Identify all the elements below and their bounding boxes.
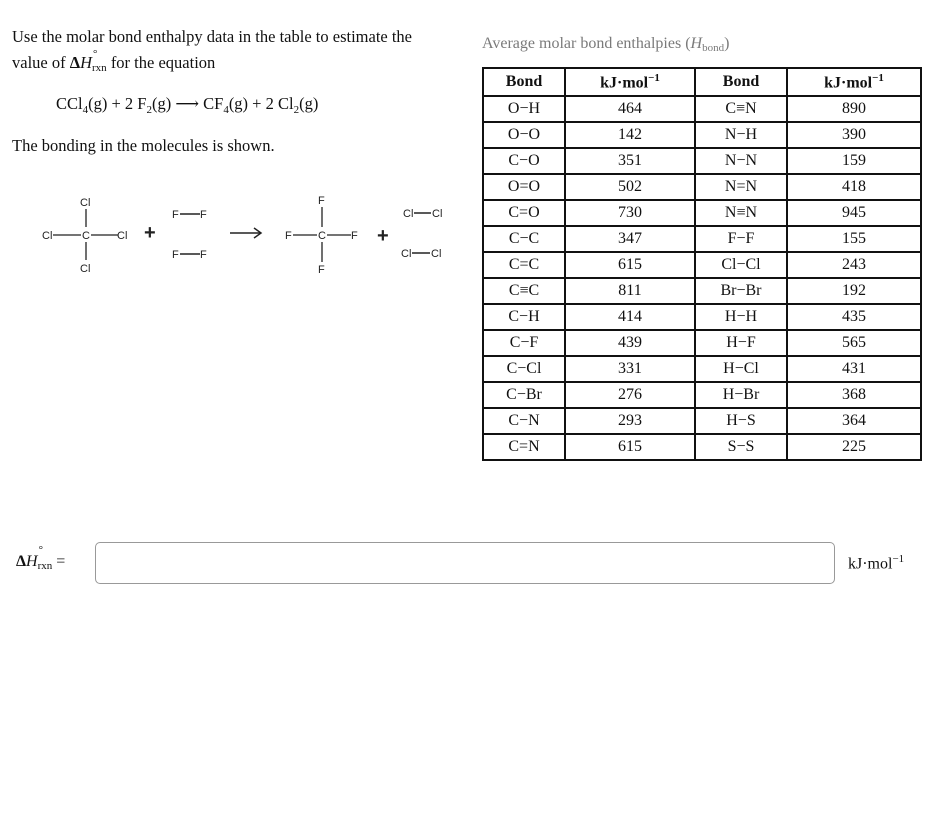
bond-cell: C≡N bbox=[695, 96, 787, 122]
svg-text:Cl: Cl bbox=[403, 208, 414, 220]
enthalpy-cell: 890 bbox=[787, 96, 921, 122]
bond-cell: C−Cl bbox=[483, 356, 565, 382]
enthalpy-cell: 225 bbox=[787, 434, 921, 460]
svg-text:F: F bbox=[200, 249, 207, 261]
enthalpy-cell: 368 bbox=[787, 382, 921, 408]
plus-sign-2: + bbox=[377, 225, 389, 247]
table-row bbox=[483, 122, 921, 148]
bond-cell: H−H bbox=[695, 304, 787, 330]
bond-cell: C=N bbox=[483, 434, 565, 460]
bond-enthalpy-table bbox=[482, 67, 922, 461]
svg-text:Cl: Cl bbox=[431, 248, 442, 260]
cf4-structure bbox=[285, 195, 358, 276]
bond-cell: N−H bbox=[695, 122, 787, 148]
chemical-equation: CCl$_4$(g) + 2 $F_2(g)$ ⟶ $CF_4(g) + 2$ $Cl_2(g)$ bbox=[56, 94, 319, 116]
svg-text:C: C bbox=[318, 230, 326, 242]
table-row bbox=[483, 304, 921, 330]
bond-cell: O=O bbox=[483, 174, 565, 200]
table-row bbox=[483, 200, 921, 226]
bond-cell: H−F bbox=[695, 330, 787, 356]
svg-text:F: F bbox=[172, 209, 179, 221]
bond-cell: N−N bbox=[695, 148, 787, 174]
table-header-row bbox=[483, 68, 921, 96]
answer-unit: kJ·mol$^{-1}$ bbox=[848, 553, 905, 573]
enthalpy-cell: 293 bbox=[565, 408, 695, 434]
table-row bbox=[483, 226, 921, 252]
enthalpy-cell: 464 bbox=[565, 96, 695, 122]
enthalpy-cell: 155 bbox=[787, 226, 921, 252]
enthalpy-cell: 418 bbox=[787, 174, 921, 200]
enthalpy-cell: 730 bbox=[565, 200, 695, 226]
answer-label: ΔH ° $_{rxn}$ = bbox=[16, 544, 66, 572]
bond-cell: C=C bbox=[483, 252, 565, 278]
svg-text:F: F bbox=[351, 230, 358, 242]
delta-h-rxn-symbol: ΔH ° $_{rxn}$ bbox=[69, 48, 107, 74]
bond-cell: C−O bbox=[483, 148, 565, 174]
table-row bbox=[483, 252, 921, 278]
question-prompt bbox=[12, 24, 467, 81]
enthalpy-cell: 142 bbox=[565, 122, 695, 148]
table-row bbox=[483, 434, 921, 460]
bond-cell: N≡N bbox=[695, 200, 787, 226]
enthalpy-cell: 565 bbox=[787, 330, 921, 356]
enthalpy-cell: 276 bbox=[565, 382, 695, 408]
header-unit: kJ·mol$^{-1}$ bbox=[565, 68, 695, 96]
enthalpy-cell: 331 bbox=[565, 356, 695, 382]
table-row bbox=[483, 148, 921, 174]
enthalpy-cell: 431 bbox=[787, 356, 921, 382]
svg-text:F: F bbox=[318, 195, 325, 207]
prompt-text-end: for the equation bbox=[106, 53, 216, 72]
f2-molecules bbox=[172, 209, 207, 261]
bond-cell: C≡C bbox=[483, 278, 565, 304]
bond-cell: C=O bbox=[483, 200, 565, 226]
bond-cell: C−H bbox=[483, 304, 565, 330]
enthalpy-cell: 347 bbox=[565, 226, 695, 252]
svg-text:Cl: Cl bbox=[432, 208, 443, 220]
bond-cell: O−O bbox=[483, 122, 565, 148]
bonding-text: The bonding in the molecules is shown. bbox=[12, 136, 275, 155]
enthalpy-cell: 159 bbox=[787, 148, 921, 174]
enthalpy-cell: 243 bbox=[787, 252, 921, 278]
table-row bbox=[483, 174, 921, 200]
enthalpy-cell: 811 bbox=[565, 278, 695, 304]
svg-text:F: F bbox=[200, 209, 207, 221]
bond-cell: Cl−Cl bbox=[695, 252, 787, 278]
lewis-structures-diagram bbox=[0, 180, 470, 290]
bond-cell: H−Br bbox=[695, 382, 787, 408]
bond-cell: H−S bbox=[695, 408, 787, 434]
bond-cell: C−Br bbox=[483, 382, 565, 408]
table-row bbox=[483, 330, 921, 356]
bond-cell: F−F bbox=[695, 226, 787, 252]
svg-text:C: C bbox=[82, 230, 90, 242]
prompt-text: value of bbox=[12, 53, 70, 72]
enthalpy-cell: 435 bbox=[787, 304, 921, 330]
svg-text:Cl: Cl bbox=[401, 248, 412, 260]
enthalpy-cell: 615 bbox=[565, 434, 695, 460]
svg-text:Cl: Cl bbox=[42, 230, 53, 242]
bond-cell: O−H bbox=[483, 96, 565, 122]
bond-cell: C−N bbox=[483, 408, 565, 434]
table-row bbox=[483, 408, 921, 434]
svg-text:F: F bbox=[172, 249, 179, 261]
enthalpy-cell: 390 bbox=[787, 122, 921, 148]
answer-input[interactable] bbox=[95, 542, 835, 584]
table-row bbox=[483, 278, 921, 304]
enthalpy-cell: 945 bbox=[787, 200, 921, 226]
svg-text:Cl: Cl bbox=[80, 197, 91, 209]
ccl4-structure bbox=[42, 197, 127, 275]
enthalpy-cell: 439 bbox=[565, 330, 695, 356]
enthalpy-cell: 192 bbox=[787, 278, 921, 304]
svg-text:F: F bbox=[318, 264, 325, 276]
svg-text:Cl: Cl bbox=[80, 263, 91, 275]
reaction-arrow: ⟶ bbox=[175, 94, 199, 113]
bond-cell: Br−Br bbox=[695, 278, 787, 304]
bond-cell: S−S bbox=[695, 434, 787, 460]
enthalpy-cell: 615 bbox=[565, 252, 695, 278]
cl2-molecules bbox=[401, 208, 442, 260]
enthalpy-cell: 351 bbox=[565, 148, 695, 174]
svg-text:Cl: Cl bbox=[117, 230, 128, 242]
prompt-line-1: Use the molar bond enthalpy data in the table to estimate the bbox=[12, 27, 413, 46]
enthalpy-cell: 414 bbox=[565, 304, 695, 330]
plus-sign: + bbox=[144, 222, 156, 244]
svg-text:F: F bbox=[285, 230, 292, 242]
header-bond-2: Bond bbox=[695, 68, 787, 96]
prompt-line-2 bbox=[12, 50, 467, 81]
bond-cell: C−C bbox=[483, 226, 565, 252]
enthalpy-cell: 502 bbox=[565, 174, 695, 200]
enthalpy-cell: 364 bbox=[787, 408, 921, 434]
header-unit-2: kJ·mol$^{-1}$ bbox=[787, 68, 921, 96]
table-caption: Average molar bond enthalpies $(H_{bond})$ bbox=[482, 35, 730, 54]
table-row bbox=[483, 382, 921, 408]
table-row bbox=[483, 96, 921, 122]
bond-cell: N=N bbox=[695, 174, 787, 200]
bond-cell: C−F bbox=[483, 330, 565, 356]
header-bond: Bond bbox=[483, 68, 565, 96]
reaction-arrow-icon bbox=[230, 228, 261, 238]
bond-cell: H−Cl bbox=[695, 356, 787, 382]
table-row bbox=[483, 356, 921, 382]
